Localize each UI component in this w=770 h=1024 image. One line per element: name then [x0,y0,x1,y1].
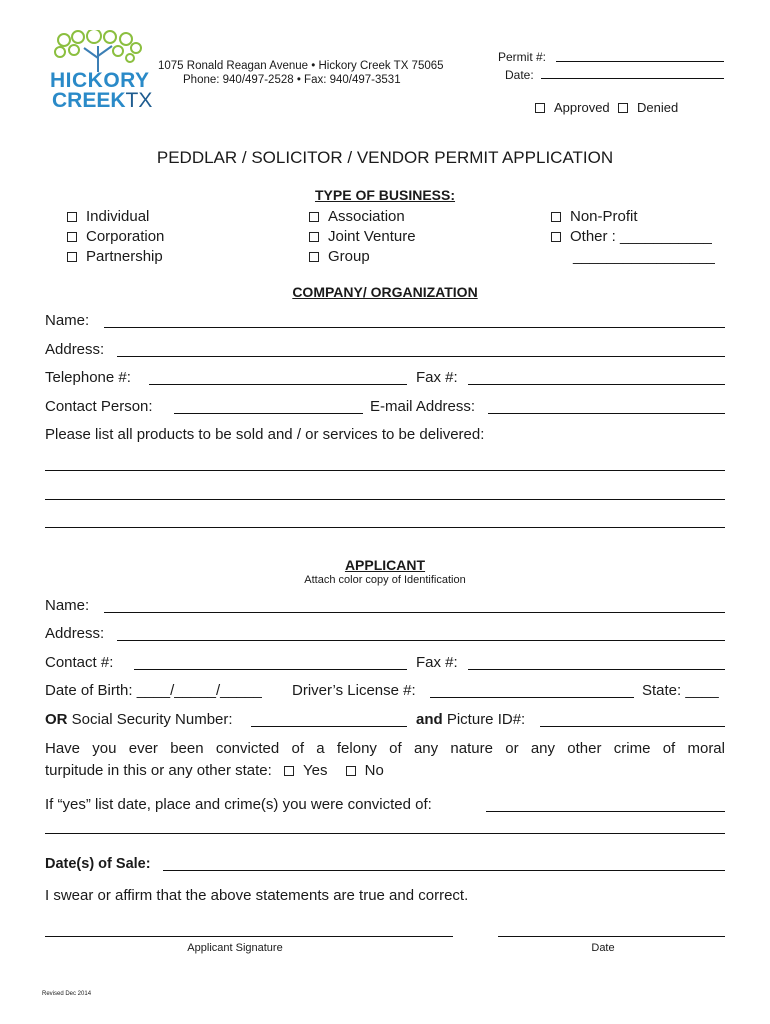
business-partnership[interactable]: Partnership [67,248,163,266]
form-title: PEDDLAR / SOLICITOR / VENDOR PERMIT APPLICATION [156,148,614,167]
checkbox-icon[interactable] [67,232,77,242]
products-line-2[interactable] [45,499,725,500]
ssn-row [45,711,233,729]
checkbox-icon[interactable] [551,212,561,222]
picture-id-label: Picture ID#: [446,711,526,728]
checkbox-icon[interactable] [67,252,77,262]
date-label: Date: [505,68,534,82]
applicant-name-field[interactable] [104,612,725,613]
logo-hickory: HICKORY [50,69,150,92]
applicant-contact-field[interactable] [134,669,407,670]
checkbox-icon[interactable] [309,212,319,222]
approved-label: Approved [554,100,610,115]
picture-id-row [416,711,525,729]
company-name-label: Name: [45,312,90,329]
drivers-license-field[interactable] [430,697,634,698]
applicant-heading: APPLICANT [344,557,426,573]
conviction-details-label: If “yes” list date, place and crime(s) you were convicted of: [45,796,432,813]
company-name-field[interactable] [104,327,725,328]
date-of-birth-field[interactable]: Date of Birth: ____/_____/_____ [45,682,262,699]
conviction-details-field-1[interactable] [486,811,725,812]
business-group[interactable]: Group [309,248,370,266]
town-address: 1075 Ronald Reagan Avenue • Hickory Creek TX 75065 [158,60,444,72]
logo-tx: TX [125,89,153,112]
applicant-address-label: Address: [45,625,105,642]
business-non-profit[interactable]: Non-Profit [551,208,638,226]
approved-checkbox[interactable] [535,103,545,113]
business-other-extra-line[interactable]: _________________ [573,248,715,265]
business-other[interactable]: Other : ___________ [551,228,712,246]
company-email-label: E-mail Address: [370,398,476,415]
products-line-3[interactable] [45,527,725,528]
dates-of-sale-label: Date(s) of Sale: [45,856,151,872]
town-phone: Phone: 940/497-2528 • Fax: 940/497-3531 [183,74,401,86]
permit-label: Permit #: [498,50,547,64]
checkbox-icon[interactable] [309,232,319,242]
logo-creek: CREEK [52,89,126,112]
type-of-business-heading: TYPE OF BUSINESS: [314,187,456,203]
business-association[interactable]: Association [309,208,405,226]
products-line-1[interactable] [45,470,725,471]
picture-id-field[interactable] [540,726,725,727]
ssn-field[interactable] [251,726,407,727]
applicant-address-field[interactable] [117,640,725,641]
business-individual[interactable]: Individual [67,208,149,226]
checkbox-icon[interactable] [551,232,561,242]
conviction-details-field-2[interactable] [45,833,725,834]
no-checkbox[interactable] [346,766,356,776]
checkbox-icon[interactable] [67,212,77,222]
checkbox-icon[interactable] [309,252,319,262]
products-label: Please list all products to be sold and / or services to be delivered: [45,426,485,443]
felony-yes-option[interactable]: Yes [284,762,327,779]
felony-question-line2: turpitude in this or any other state: Yes No [45,762,384,779]
signature-date-label: Date [591,942,615,954]
felony-no-option[interactable]: No [346,762,384,779]
applicant-subheading: Attach color copy of Identification [304,574,466,586]
company-telephone-field[interactable] [149,384,407,385]
business-joint-venture[interactable]: Joint Venture [309,228,416,246]
signature-label: Applicant Signature [187,942,283,954]
company-contact-field[interactable] [174,413,363,414]
signature-field[interactable] [45,936,453,937]
signature-date-field[interactable] [498,936,725,937]
applicant-fax-label: Fax #: [416,654,458,671]
drivers-license-label: Driver’s License #: [292,682,416,699]
denied-checkbox[interactable] [618,103,628,113]
company-fax-label: Fax #: [416,369,458,386]
company-contact-label: Contact Person: [45,398,153,415]
denied-label: Denied [637,100,679,115]
felony-question-line1: Have you ever been convicted of a felony of any nature or any other crime of moral [45,740,725,757]
dates-of-sale-field[interactable] [163,870,725,871]
date-field[interactable] [541,78,724,79]
tree-icon [52,30,144,72]
ssn-label: Social Security Number: [71,711,233,728]
applicant-name-label: Name: [45,597,90,614]
company-email-field[interactable] [488,413,725,414]
company-address-field[interactable] [117,356,725,357]
denied-option[interactable] [618,99,678,117]
approved-option[interactable] [535,99,610,117]
applicant-fax-field[interactable] [468,669,725,670]
and-label: and [416,711,443,728]
company-heading: COMPANY/ ORGANIZATION [292,284,478,300]
company-fax-field[interactable] [468,384,725,385]
or-label: OR [45,711,68,728]
company-telephone-label: Telephone #: [45,369,131,386]
business-corporation[interactable]: Corporation [67,228,164,246]
company-address-label: Address: [45,341,105,358]
applicant-contact-label: Contact #: [45,654,114,671]
state-field[interactable]: State: ____ [642,682,719,699]
permit-field[interactable] [556,61,724,62]
city-logo [50,30,153,112]
revised-note: Revised Dec 2014 [42,991,92,997]
affirmation-text: I swear or affirm that the above statements are true and correct. [45,887,469,904]
yes-checkbox[interactable] [284,766,294,776]
